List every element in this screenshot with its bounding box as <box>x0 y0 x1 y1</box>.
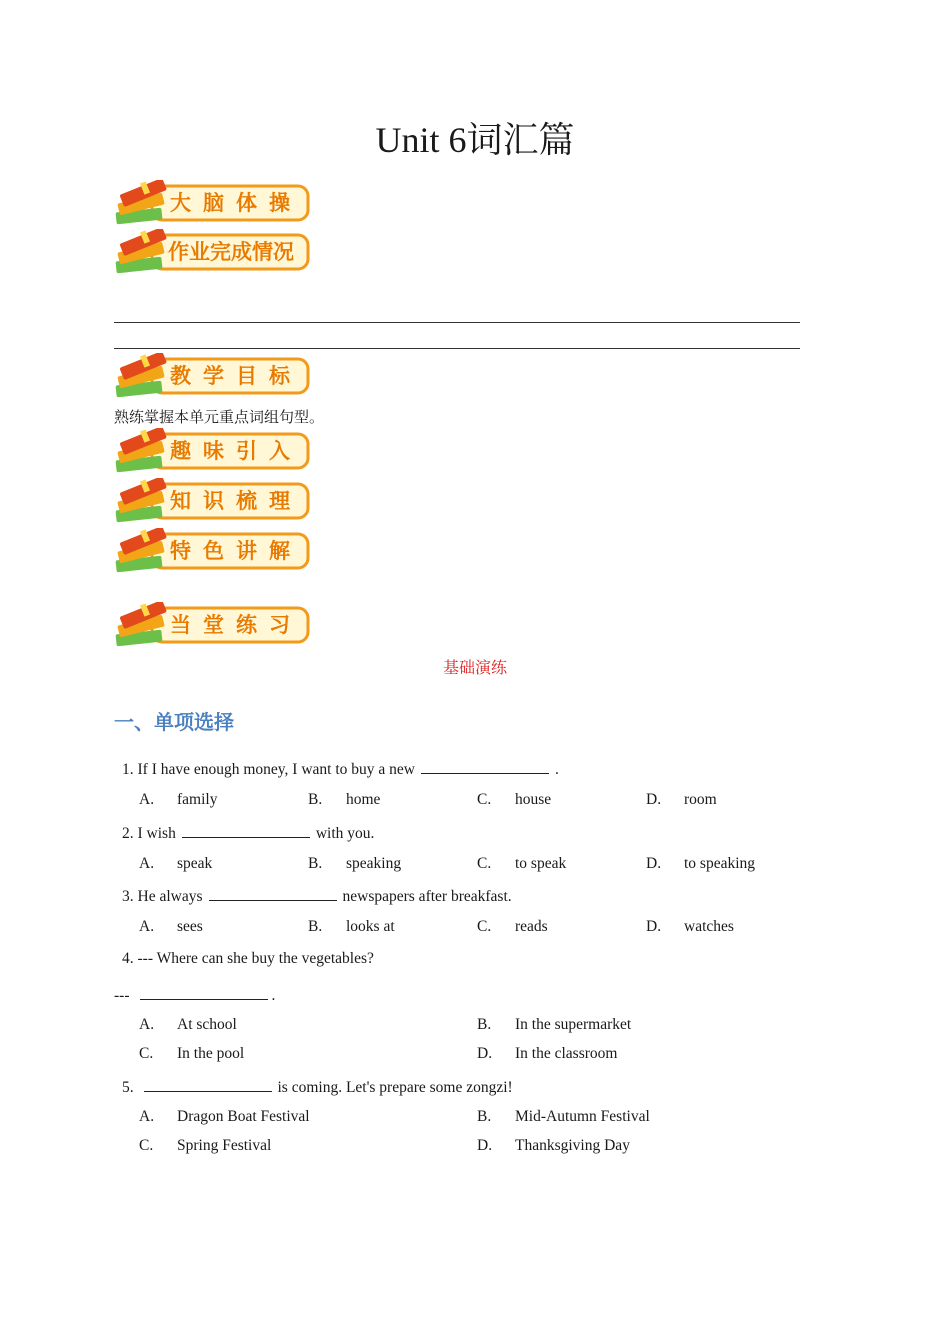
section-heading: 一、单项选择 <box>114 710 234 734</box>
answer-line-4: --- . <box>114 987 276 1004</box>
answer-blank <box>209 886 337 901</box>
answer-blank <box>182 823 310 838</box>
objective-text: 熟练掌握本单元重点词组句型。 <box>114 408 325 426</box>
option: D. watches <box>646 918 734 935</box>
answer-line <box>114 348 800 349</box>
option: B. Mid-Autumn Festival <box>477 1108 650 1125</box>
question-4: 4. --- Where can she buy the vegetables? <box>122 950 374 967</box>
question-1: 1. If I have enough money, I want to buy a new . <box>122 761 559 778</box>
option: D. to speaking <box>646 855 756 872</box>
banner-label: 当堂练习 <box>170 613 302 637</box>
answer-blank <box>140 985 268 1000</box>
option: A. family <box>139 791 218 808</box>
section-banner <box>112 528 312 576</box>
question-5: 5. is coming. Let's prepare some zongzi! <box>122 1079 513 1096</box>
section-banner <box>112 602 312 650</box>
answer-blank <box>421 759 549 774</box>
section-banner <box>112 353 312 401</box>
option: C. reads <box>477 918 548 935</box>
option: B. looks at <box>308 918 395 935</box>
page-title: Unit 6词汇篇 <box>375 120 575 160</box>
section-banner <box>112 478 312 526</box>
option: A. At school <box>139 1016 237 1033</box>
subheading: 基础演练 <box>442 658 507 677</box>
option: D. room <box>646 791 717 808</box>
banner-label: 知识梳理 <box>170 489 302 513</box>
option: A. Dragon Boat Festival <box>139 1108 310 1125</box>
banner-label: 趣味引入 <box>170 439 302 463</box>
banner-label: 特色讲解 <box>170 539 302 563</box>
option: D. In the classroom <box>477 1045 618 1062</box>
option: B. home <box>308 791 381 808</box>
option: C. In the pool <box>139 1045 245 1062</box>
section-banner <box>112 180 312 228</box>
banner-label: 作业完成情况 <box>168 240 294 264</box>
option: C. to speak <box>477 855 567 872</box>
option: A. speak <box>139 855 213 872</box>
option: C. house <box>477 791 552 808</box>
option: A. sees <box>139 918 203 935</box>
question-3: 3. He always newspapers after breakfast. <box>122 888 512 905</box>
banner-label: 教学目标 <box>170 364 302 388</box>
answer-blank <box>144 1077 272 1092</box>
section-banner <box>112 428 312 476</box>
banner-label: 大脑体操 <box>170 191 302 215</box>
option: D. Thanksgiving Day <box>477 1137 630 1154</box>
option: B. speaking <box>308 855 402 872</box>
section-banner <box>112 229 312 277</box>
question-2: 2. I wish with you. <box>122 825 375 842</box>
option: C. Spring Festival <box>139 1137 272 1154</box>
answer-line <box>114 322 800 323</box>
option: B. In the supermarket <box>477 1016 632 1033</box>
